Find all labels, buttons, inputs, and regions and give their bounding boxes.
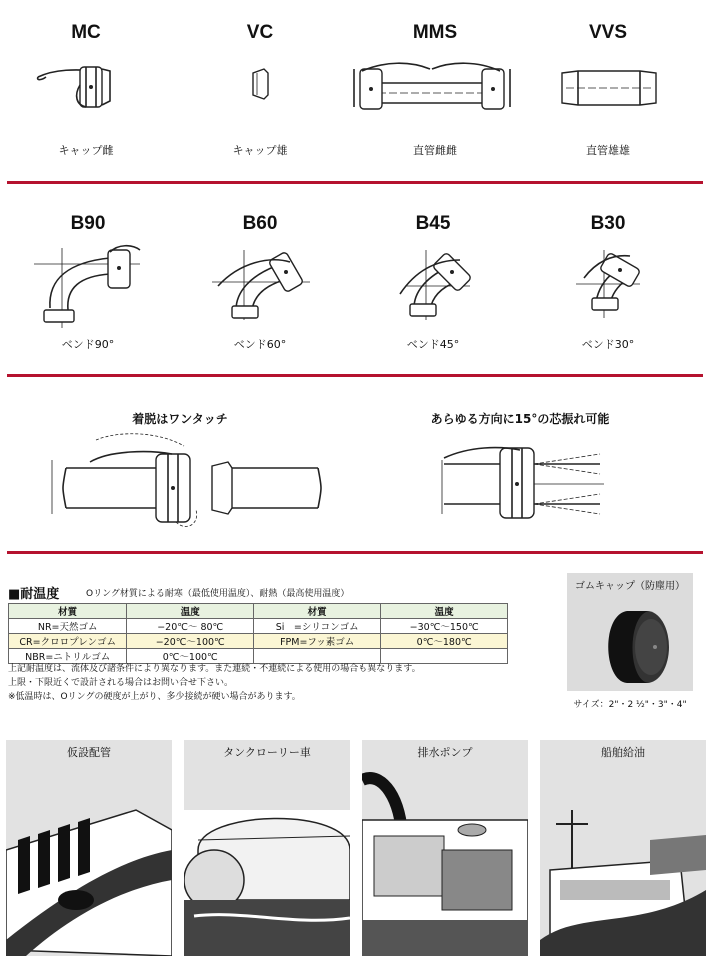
application-panel-ship-refueling (540, 740, 706, 956)
application-title: タンクローリー車 (223, 746, 311, 759)
row1-drawings (0, 55, 710, 130)
table-cell: −20℃〜100℃ (127, 634, 254, 649)
table-cell: −20℃〜 80℃ (127, 619, 254, 634)
table-cell: 0℃〜180℃ (381, 634, 508, 649)
caption-b45: ベンド45° (406, 338, 460, 351)
table-cell: FPM=フッ素ゴム (254, 634, 381, 649)
temperature-note-3: ※低温時は、Oリングの硬度が上がり、多少接続が硬い場合があります。 (8, 692, 301, 702)
divider-1 (7, 181, 703, 184)
product-code-b90: B90 (70, 213, 106, 234)
divider-3 (7, 551, 703, 554)
temperature-subheading: Oリング材質による耐寒（最低使用温度）、耐熱（最高使用温度） (86, 589, 350, 599)
table-header: 温度 (127, 604, 254, 619)
table-cell: NR=天然ゴム (9, 619, 127, 634)
tank-lorry-illustration (184, 740, 350, 956)
caption-mc: キャップ雌 (58, 144, 114, 157)
feature-title-swing: あらゆる方向に15°の芯振れ可能 (430, 412, 610, 426)
caption-vc: キャップ雄 (232, 144, 288, 157)
application-panel-tank-lorry (184, 740, 350, 956)
product-code-b60: B60 (242, 213, 278, 234)
b60-drawing (212, 250, 310, 320)
mms-drawing (354, 63, 510, 109)
rubber-cap-title: ゴムキャップ（防塵用） (575, 581, 685, 592)
table-cell: −30℃〜150℃ (381, 619, 508, 634)
application-title: 船舶給油 (601, 746, 645, 759)
drain-pump-illustration (362, 740, 528, 956)
table-cell: Si =シリコンゴム (254, 619, 381, 634)
caption-b30: ベンド30° (581, 338, 635, 351)
vc-drawing (253, 69, 268, 99)
temporary-piping-illustration (6, 740, 172, 956)
features-drawings (0, 428, 710, 538)
application-title: 排水ポンプ (417, 746, 473, 759)
ship-refueling-illustration (540, 740, 706, 956)
caption-b60: ベンド60° (233, 338, 287, 351)
table-cell: NBR=ニトリルゴム (9, 649, 127, 664)
table-row (9, 619, 508, 634)
temperature-table (8, 603, 508, 664)
table-row (9, 634, 508, 649)
b30-drawing (576, 250, 641, 318)
application-title: 仮設配管 (67, 746, 111, 759)
divider-2 (7, 374, 703, 377)
table-header: 材質 (9, 604, 127, 619)
feature-title-onetouch: 着脱はワンタッチ (132, 412, 228, 426)
row2-drawings (0, 240, 710, 335)
swing-drawing (442, 448, 604, 518)
rubber-cap-sizes: サイズ：2"・2 ½"・3"・4" (573, 700, 687, 710)
application-panel-drain-pump (362, 740, 528, 956)
caption-vvs: 直管雄雄 (586, 144, 630, 157)
application-panel-temporary-piping (6, 740, 172, 956)
temperature-note-2: 上限・下限近くで設計される場合はお問い合せ下さい。 (8, 678, 234, 688)
b45-drawing (400, 250, 472, 320)
table-cell: 0℃〜100℃ (127, 649, 254, 664)
onetouch-drawing (52, 434, 321, 527)
product-code-b30: B30 (590, 213, 626, 234)
product-code-mc: MC (71, 22, 101, 43)
caption-b90: ベンド90° (61, 338, 115, 351)
mc-drawing (38, 67, 110, 107)
temperature-heading: ■耐温度 (8, 587, 60, 602)
vvs-drawing (562, 71, 656, 105)
rubber-cap-box (567, 573, 693, 691)
product-code-vc: VC (246, 22, 274, 43)
table-header: 材質 (254, 604, 381, 619)
table-header-row (9, 604, 508, 619)
table-cell: CR=クロロプレンゴム (9, 634, 127, 649)
rubber-cap-image (567, 591, 693, 691)
product-code-b45: B45 (415, 213, 451, 234)
caption-mms: 直管雌雌 (413, 144, 457, 157)
product-code-mms: MMS (412, 22, 458, 43)
b90-drawing (34, 246, 140, 328)
temperature-note-1: 上記耐温度は、流体及び諸条件により異なります。また連続・不連続による使用の場合も異なります。 (8, 664, 421, 674)
table-header: 温度 (381, 604, 508, 619)
product-code-vvs: VVS (588, 22, 628, 43)
